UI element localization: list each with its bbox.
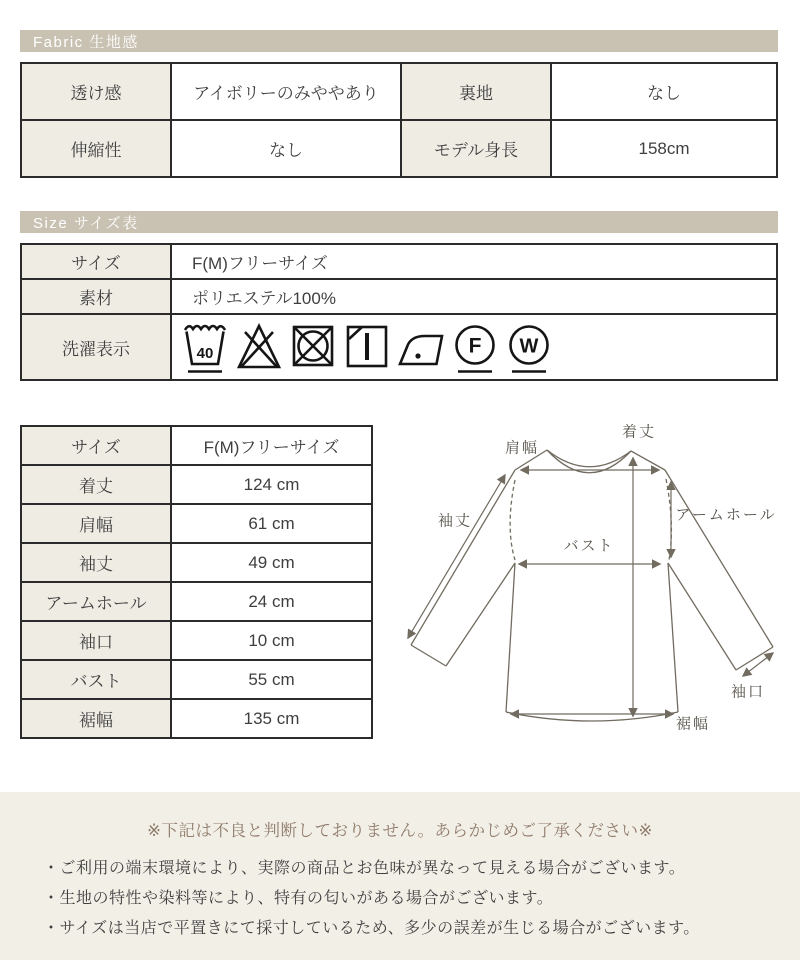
fabric-label-stretch: 伸縮性 bbox=[21, 120, 171, 177]
size-value: F(M)フリーサイズ bbox=[171, 244, 777, 279]
no-bleach-icon bbox=[236, 319, 282, 375]
table-row bbox=[21, 699, 372, 738]
wet-clean-w-icon bbox=[506, 319, 552, 375]
measure-value-shoulder: 61 cm bbox=[171, 504, 372, 543]
table-row bbox=[21, 504, 372, 543]
care-label: 洗濯表示 bbox=[21, 314, 171, 380]
measure-label-size: サイズ bbox=[21, 426, 171, 465]
material-label: 素材 bbox=[21, 279, 171, 314]
measure-label-cuff: 袖口 bbox=[21, 621, 171, 660]
diagram-label-armhole: アームホール bbox=[675, 506, 777, 524]
svg-text:F: F bbox=[468, 334, 482, 358]
hang-dry-shade-icon bbox=[344, 319, 390, 375]
disclaimer-notes-box bbox=[0, 792, 800, 960]
table-row bbox=[21, 543, 372, 582]
disclaimer-item: ・ご利用の端末環境により、実際の商品とお色味が異なって見える場合がございます。 bbox=[43, 860, 686, 877]
svg-text:40: 40 bbox=[196, 345, 214, 362]
size-section-header bbox=[20, 211, 778, 233]
material-value: ポリエステル100% bbox=[171, 279, 777, 314]
measure-value-bust: 55 cm bbox=[171, 660, 372, 699]
no-tumble-dry-icon bbox=[290, 319, 336, 375]
garment-measurement-diagram bbox=[393, 417, 795, 760]
measure-value-size: F(M)フリーサイズ bbox=[171, 426, 372, 465]
measure-value-hem: 135 cm bbox=[171, 699, 372, 738]
measure-label-shoulder: 肩幅 bbox=[21, 504, 171, 543]
measure-label-sleeve: 袖丈 bbox=[21, 543, 171, 582]
table-row bbox=[21, 63, 777, 120]
table-row bbox=[21, 660, 372, 699]
table-row bbox=[21, 621, 372, 660]
table-row bbox=[21, 244, 777, 279]
measure-value-cuff: 10 cm bbox=[171, 621, 372, 660]
iron-low-icon bbox=[398, 319, 444, 375]
care-symbols-cell bbox=[171, 314, 777, 380]
garment-outline-drawing bbox=[393, 417, 795, 760]
table-row bbox=[21, 582, 372, 621]
disclaimer-item: ・サイズは当店で平置きにて採寸しているため、多少の誤差が生じる場合がございます。 bbox=[43, 920, 700, 937]
disclaimer-title: ※下記は不良と判断しておりません。あらかじめご了承ください※ bbox=[147, 822, 653, 840]
table-row bbox=[21, 465, 372, 504]
size-table bbox=[20, 243, 778, 381]
table-row bbox=[21, 279, 777, 314]
table-row bbox=[21, 314, 777, 380]
fabric-label-sheerness: 透け感 bbox=[21, 63, 171, 120]
fabric-label-model-height: モデル身長 bbox=[401, 120, 551, 177]
disclaimer-list bbox=[43, 854, 800, 944]
measurement-table bbox=[20, 425, 373, 739]
diagram-label-sleeve: 袖丈 bbox=[437, 512, 473, 530]
fabric-section-header bbox=[20, 30, 778, 52]
fabric-value-lining: なし bbox=[551, 63, 777, 120]
wash-40-icon bbox=[182, 319, 228, 375]
diagram-label-shoulder: 肩幅 bbox=[504, 439, 540, 457]
table-row bbox=[21, 120, 777, 177]
diagram-label-cuff: 袖口 bbox=[730, 683, 766, 701]
size-label: サイズ bbox=[21, 244, 171, 279]
diagram-label-hem: 裾幅 bbox=[675, 715, 711, 733]
disclaimer-item: ・生地の特性や染料等により、特有の匂いがある場合がございます。 bbox=[43, 890, 554, 907]
fabric-label-lining: 裏地 bbox=[401, 63, 551, 120]
svg-text:W: W bbox=[519, 335, 539, 358]
measure-label-hem: 裾幅 bbox=[21, 699, 171, 738]
fabric-value-sheerness: アイボリーのみややあり bbox=[171, 63, 401, 120]
fabric-section-title: Fabric 生地感 bbox=[33, 33, 139, 51]
measure-label-armhole: アームホール bbox=[21, 582, 171, 621]
diagram-label-length: 着丈 bbox=[621, 423, 657, 441]
diagram-label-bust: バスト bbox=[563, 537, 615, 555]
fabric-value-model-height: 158cm bbox=[551, 120, 777, 177]
measure-label-bust: バスト bbox=[21, 660, 171, 699]
measure-value-length: 124 cm bbox=[171, 465, 372, 504]
dry-clean-f-icon bbox=[452, 319, 498, 375]
care-icons-row bbox=[182, 319, 776, 375]
measure-value-sleeve: 49 cm bbox=[171, 543, 372, 582]
table-row bbox=[21, 426, 372, 465]
measure-value-armhole: 24 cm bbox=[171, 582, 372, 621]
fabric-value-stretch: なし bbox=[171, 120, 401, 177]
fabric-table bbox=[20, 62, 778, 178]
measure-label-length: 着丈 bbox=[21, 465, 171, 504]
size-section-title: Size サイズ表 bbox=[33, 214, 139, 232]
